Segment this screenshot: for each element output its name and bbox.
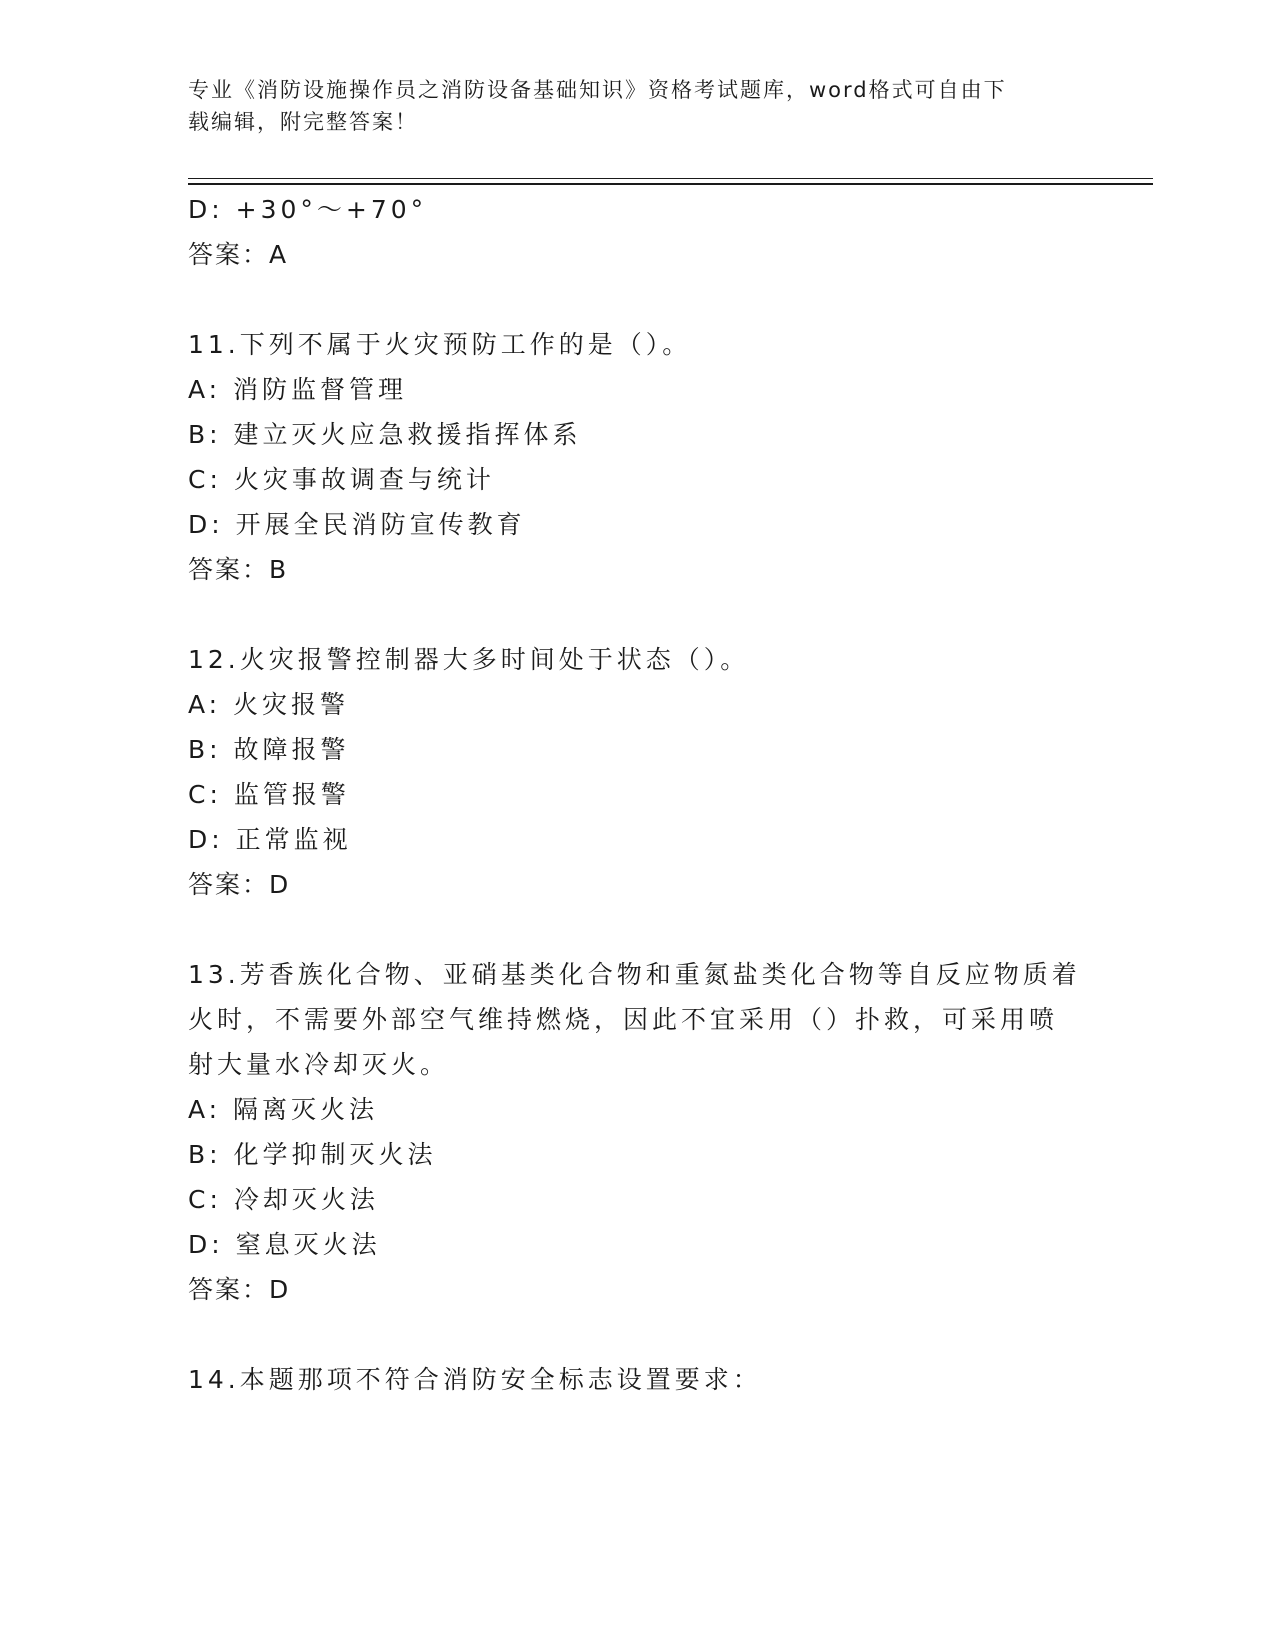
q10-answer: 答案：A — [188, 240, 289, 269]
q13-answer: 答案：D — [188, 1275, 291, 1304]
q11-question: 11.下列不属于火灾预防工作的是（）。 — [188, 330, 692, 359]
q13-option-c: C: 冷却灭火法 — [188, 1185, 379, 1214]
q12-answer: 答案：D — [188, 870, 291, 899]
document-header — [188, 74, 1088, 138]
header-line-2: 载编辑，附完整答案！ — [188, 110, 418, 134]
header-divider-top — [188, 178, 1153, 179]
q13-option-d: D: 窒息灭火法 — [188, 1230, 381, 1259]
q13-question-line-2: 火时，不需要外部空气维持燃烧，因此不宜采用（）扑救，可采用喷 — [188, 1005, 1059, 1034]
q11-answer: 答案：B — [188, 555, 289, 584]
q12-option-a: A: 火灾报警 — [188, 690, 350, 719]
q13-question-line-1: 13.芳香族化合物、亚硝基类化合物和重氮盐类化合物等自反应物质着 — [188, 960, 1081, 989]
q12-option-b: B: 故障报警 — [188, 735, 350, 764]
q12-option-d: D: 正常监视 — [188, 825, 352, 854]
q11-option-b: B: 建立灭火应急救援指挥体系 — [188, 420, 582, 449]
q11-option-d: D: 开展全民消防宣传教育 — [188, 510, 526, 539]
q13-question-line-3: 射大量水冷却灭火。 — [188, 1050, 450, 1079]
q13-option-a: A: 隔离灭火法 — [188, 1095, 379, 1124]
header-line-1: 专业《消防设施操作员之消防设备基础知识》资格考试题库，word格式可自由下 — [188, 78, 1007, 102]
q12-option-c: C: 监管报警 — [188, 780, 350, 809]
header-divider-bottom — [188, 183, 1153, 185]
q14-question: 14.本题那项不符合消防安全标志设置要求： — [188, 1365, 762, 1394]
q13-option-b: B: 化学抑制灭火法 — [188, 1140, 437, 1169]
q10-option-d: D: +30°～+70° — [188, 195, 428, 224]
q11-option-a: A: 消防监督管理 — [188, 375, 408, 404]
q11-option-c: C: 火灾事故调查与统计 — [188, 465, 495, 494]
q12-question: 12.火灾报警控制器大多时间处于状态（）。 — [188, 645, 750, 674]
